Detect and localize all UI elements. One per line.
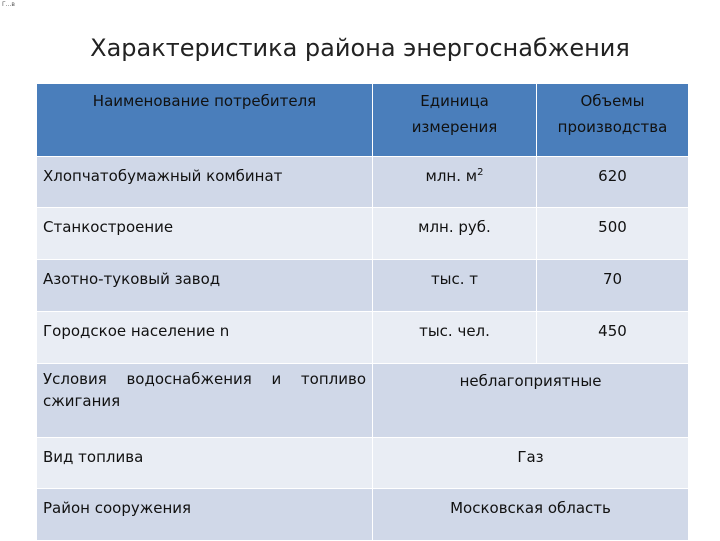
header-cell-consumer xyxy=(37,84,373,157)
unit-text: тыс. т xyxy=(430,270,479,288)
merged-value: Московская область xyxy=(450,499,611,517)
header-consumer-label: Наименование потребителя xyxy=(92,92,317,110)
energy-district-table xyxy=(36,83,689,541)
volume-value: 620 xyxy=(598,167,627,185)
table-row xyxy=(37,364,689,438)
consumer-name-line2: сжигания xyxy=(43,392,121,410)
consumer-name-multiline xyxy=(37,364,372,418)
consumer-name: Азотно-туковый завод xyxy=(43,270,221,288)
table-row xyxy=(37,438,689,489)
unit-text: тыс. чел. xyxy=(419,322,490,340)
consumer-name-line1 xyxy=(43,368,366,390)
unit-cell xyxy=(373,157,536,195)
table-row xyxy=(37,489,689,541)
name-word: и xyxy=(271,370,282,388)
table-row xyxy=(37,208,689,260)
corner-mark: Г...в xyxy=(2,1,15,8)
merged-value: неблагоприятные xyxy=(459,372,602,390)
unit-text: млн. м xyxy=(425,167,478,185)
volume-value: 70 xyxy=(602,270,623,288)
name-word: водоснабжения xyxy=(126,370,252,388)
header-volume-label: Объемы производства xyxy=(557,92,668,136)
table-row xyxy=(37,312,689,364)
unit-text: млн. руб. xyxy=(418,218,491,236)
consumer-name: Вид топлива xyxy=(43,448,144,466)
merged-value: Газ xyxy=(517,448,544,466)
volume-value: 500 xyxy=(598,218,627,236)
volume-value: 450 xyxy=(598,322,627,340)
consumer-name: Городское население n xyxy=(43,322,230,340)
unit-superscript: 2 xyxy=(477,167,484,178)
header-unit-label: Единица измерения xyxy=(411,92,498,136)
header-cell-unit xyxy=(373,84,537,157)
table-row xyxy=(37,260,689,312)
consumer-name: Станкостроение xyxy=(43,218,174,236)
consumer-name: Хлопчатобумажный комбинат xyxy=(43,167,283,185)
table-row xyxy=(37,157,689,208)
name-word: Условия xyxy=(43,370,107,388)
header-cell-volume xyxy=(537,84,689,157)
table-header-row xyxy=(37,84,689,157)
page-title: Характеристика района энергоснабжения xyxy=(90,34,630,62)
consumer-name: Район сооружения xyxy=(43,499,192,517)
name-word: топливо xyxy=(300,370,366,388)
